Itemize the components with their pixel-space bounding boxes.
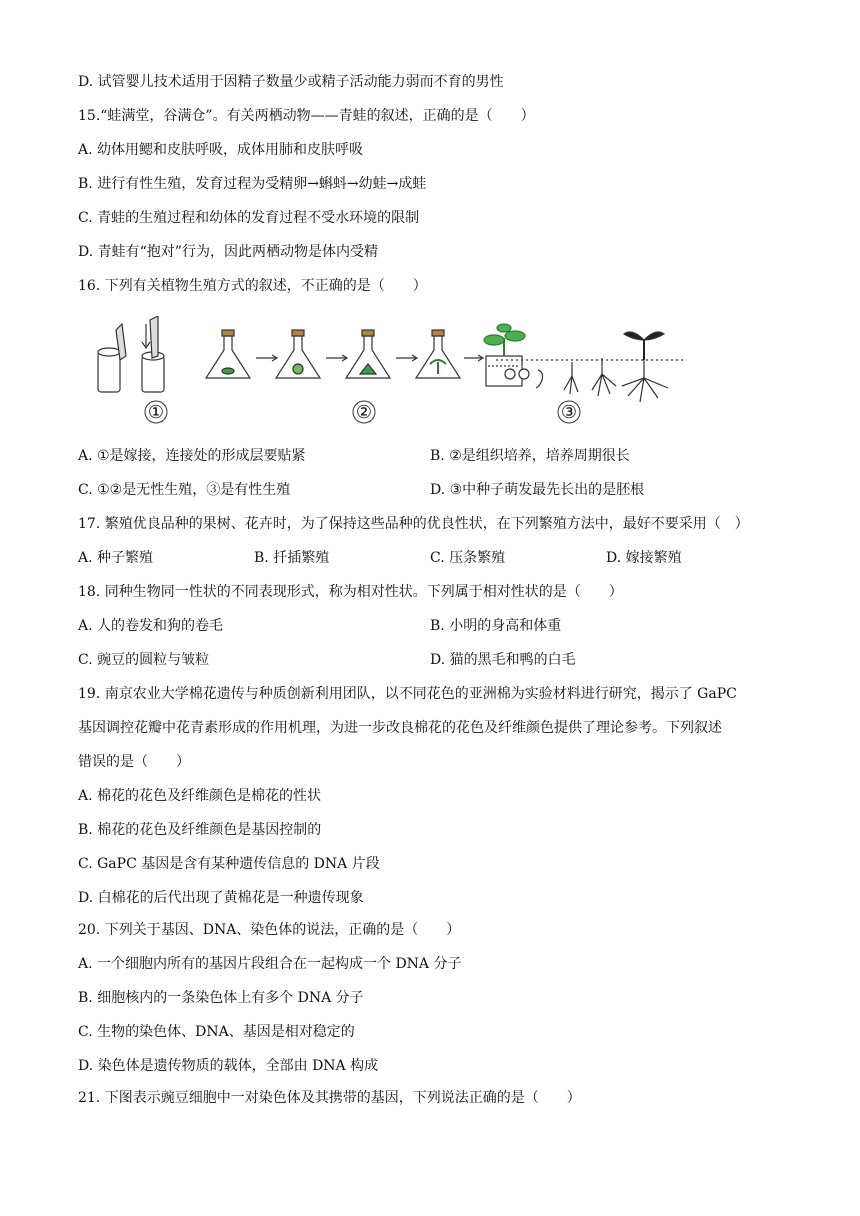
question-19-stem-line-3: 错误的是（ ） [78, 754, 190, 770]
question-20-option-c: C. 生物的染色体、DNA、基因是相对稳定的 [78, 1024, 355, 1040]
seed-germination-illustration [496, 332, 686, 402]
question-19-stem-line-1: 19. 南京农业大学棉花遗传与种质创新利用团队，以不同花色的亚洲棉为实验材料进行研究，揭示了 GaPC [78, 686, 737, 702]
plant-reproduction-figure [92, 316, 692, 428]
question-15-option-b: B. 进行有性生殖，发育过程为受精卵→蝌蚪→幼蛙→成蛙 [78, 176, 427, 192]
question-16-option-b: B. ②是组织培养，培养周期很长 [430, 448, 630, 464]
question-17-option-d: D. 嫁接繁殖 [606, 550, 682, 566]
question-18-stem: 18. 同种生物同一性状的不同表现形式，称为相对性状。下列属于相对性状的是（ ） [78, 584, 623, 600]
question-19-option-d: D. 白棉花的后代出现了黄棉花是一种遗传现象 [78, 890, 364, 906]
question-20-stem: 20. 下列关于基因、DNA、染色体的说法，正确的是（ ） [78, 922, 461, 938]
question-15-option-a: A. 幼体用鳃和皮肤呼吸，成体用肺和皮肤呼吸 [78, 142, 364, 158]
question-18-option-b: B. 小明的身高和体重 [430, 618, 562, 634]
question-20-option-d: D. 染色体是遗传物质的载体，全部由 DNA 构成 [78, 1058, 379, 1074]
question-15-option-c: C. 青蛙的生殖过程和幼体的发育过程不受水环境的限制 [78, 210, 420, 226]
question-19-option-c: C. GaPC 基因是含有某种遗传信息的 DNA 片段 [78, 856, 380, 872]
question-19-stem-line-2: 基因调控花瓣中花青素形成的作用机理，为进一步改良棉花的花色及纤维颜色提供了理论参考。下列叙述 [78, 720, 722, 736]
figure-label-3: ③ [560, 402, 578, 423]
question-17-stem: 17. 繁殖优良品种的果树、花卉时，为了保持这些品种的优良性状，在下列繁殖方法中，最好不要采用（ ） [78, 516, 749, 532]
grafting-illustration [98, 316, 164, 392]
tissue-culture-illustration [206, 324, 525, 386]
question-15-stem: 15.“蛙满堂，谷满仓”。有关两栖动物——青蛙的叙述，正确的是（ ） [78, 108, 535, 124]
question-15-option-d: D. 青蛙有“抱对”行为，因此两栖动物是体内受精 [78, 244, 378, 260]
question-14-option-d: D. 试管婴儿技术适用于因精子数量少或精子活动能力弱而不育的男性 [78, 74, 504, 90]
question-18-option-a: A. 人的卷发和狗的卷毛 [78, 618, 224, 634]
figure-label-2: ② [355, 402, 373, 423]
question-19-option-a: A. 棉花的花色及纤维颜色是棉花的性状 [78, 788, 322, 804]
figure-label-1: ① [147, 402, 165, 423]
question-16-option-c: C. ①②是无性生殖，③是有性生殖 [78, 482, 291, 498]
question-16-stem: 16. 下列有关植物生殖方式的叙述，不正确的是（ ） [78, 278, 427, 294]
question-17-option-a: A. 种子繁殖 [78, 550, 154, 566]
question-19-option-b: B. 棉花的花色及纤维颜色是基因控制的 [78, 822, 322, 838]
question-18-option-d: D. 猫的黑毛和鸭的白毛 [430, 652, 576, 668]
question-17-option-c: C. 压条繁殖 [430, 550, 506, 566]
question-20-option-a: A. 一个细胞内所有的基因片段组合在一起构成一个 DNA 分子 [78, 956, 462, 972]
question-16-option-d: D. ③中种子萌发最先长出的是胚根 [430, 482, 645, 498]
question-20-option-b: B. 细胞核内的一条染色体上有多个 DNA 分子 [78, 990, 364, 1006]
question-17-option-b: B. 扦插繁殖 [254, 550, 330, 566]
question-16-option-a: A. ①是嫁接，连接处的形成层要贴紧 [78, 448, 306, 464]
question-18-option-c: C. 豌豆的圆粒与皱粒 [78, 652, 210, 668]
question-21-stem: 21. 下图表示豌豆细胞中一对染色体及其携带的基因，下列说法正确的是（ ） [78, 1090, 581, 1106]
